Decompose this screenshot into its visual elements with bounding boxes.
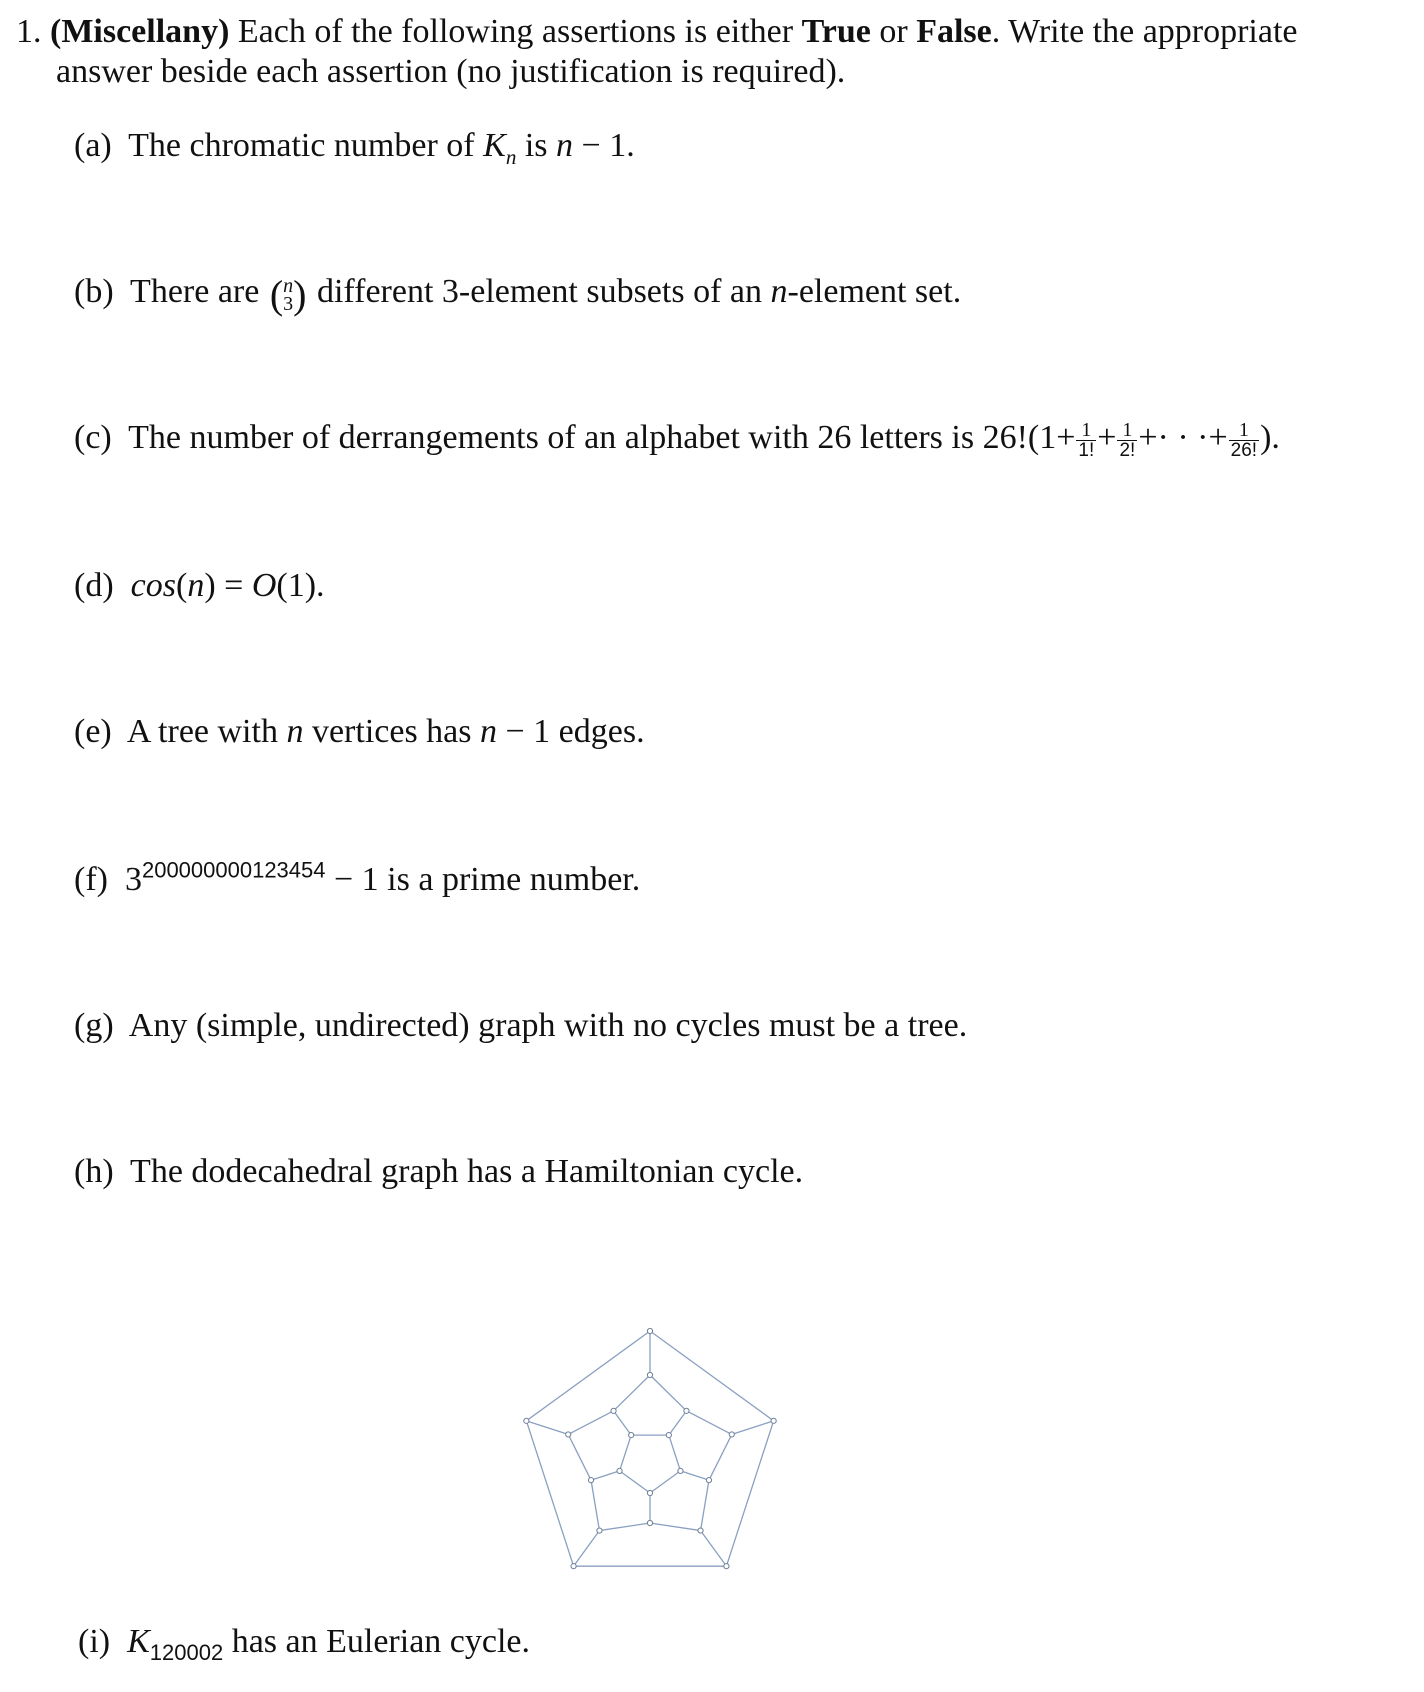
dodecahedral-graph-figure — [520, 1316, 780, 1586]
item-c — [74, 418, 1280, 461]
item-i — [78, 1622, 530, 1665]
graph-edge — [686, 1411, 731, 1435]
item-a — [74, 126, 635, 169]
item-text: The number of derrangements of an alphabet with 26 letters is 26!(1+ — [128, 419, 1076, 456]
graph-vertex — [647, 1372, 652, 1377]
math-var: K — [483, 127, 506, 164]
graph-vertex — [566, 1432, 571, 1437]
graph-vertex — [706, 1478, 711, 1483]
graph-edge — [650, 1471, 680, 1493]
graph-edge — [568, 1411, 613, 1435]
item-label: (g) — [74, 1007, 114, 1044]
or-word: or — [870, 13, 917, 50]
math-var: O — [251, 567, 277, 604]
intro-text-2: . Write the appropriate — [991, 13, 1298, 50]
item-text: ( — [175, 567, 188, 604]
graph-edge — [701, 1480, 709, 1530]
power-exponent: 200000000123454 — [141, 857, 326, 883]
graph-vertex — [771, 1418, 776, 1423]
item-text: different 3-element subsets of an — [308, 273, 771, 310]
item-text: +· · ·+ — [1138, 419, 1228, 456]
problem-header — [16, 12, 1298, 52]
item-text: (1). — [276, 567, 325, 604]
problem-number: 1. — [16, 13, 42, 50]
graph-edge — [591, 1471, 620, 1480]
graph-vertex — [617, 1468, 622, 1473]
graph-edge — [526, 1421, 573, 1566]
graph-vertex — [629, 1433, 634, 1438]
math-var: n — [286, 713, 304, 750]
graph-edge — [591, 1480, 599, 1530]
math-var: K — [127, 1623, 150, 1660]
graph-edge — [732, 1421, 774, 1435]
item-text: Any (simple, undirected) graph with no cycles must be a tree. — [128, 1007, 968, 1044]
item-label: (i) — [78, 1623, 111, 1660]
frac-den: 26! — [1230, 439, 1258, 461]
graph-edge — [614, 1411, 632, 1435]
item-label: (b) — [74, 273, 114, 310]
graph-edge — [614, 1375, 650, 1411]
graph-edge — [650, 1375, 686, 1411]
item-text: is — [516, 127, 557, 164]
frac-num: 1 — [1229, 420, 1259, 441]
item-label: (e) — [74, 713, 112, 750]
intro-text-1: Each of the following assertions is either — [229, 13, 802, 50]
item-e — [74, 712, 645, 752]
item-text: − 1 is a prime number. — [325, 861, 641, 898]
graph-vertex — [724, 1564, 729, 1569]
graph-edge — [709, 1434, 732, 1480]
item-text: − 1. — [573, 127, 635, 164]
item-text: vertices has — [303, 713, 480, 750]
math-func: cos — [130, 567, 176, 604]
math-var: n — [770, 273, 788, 310]
power-base: 3 — [124, 861, 142, 898]
item-label: (d) — [74, 567, 114, 604]
item-text: ) = — [204, 567, 252, 604]
graph-edge — [599, 1523, 650, 1531]
graph-edge — [650, 1523, 701, 1531]
item-d — [74, 566, 325, 606]
frac-num: 1 — [1117, 420, 1137, 441]
graph-edge — [726, 1421, 773, 1566]
graph-vertex — [597, 1528, 602, 1533]
graph-edge — [650, 1331, 774, 1421]
fraction — [1076, 420, 1096, 461]
graph-vertex — [571, 1564, 576, 1569]
binom-top: n — [283, 275, 294, 298]
item-b — [74, 272, 962, 318]
graph-edge — [669, 1435, 681, 1471]
item-label: (c) — [74, 419, 112, 456]
frac-den: 1! — [1078, 439, 1095, 461]
graph-vertex — [666, 1433, 671, 1438]
graph-vertex — [647, 1490, 652, 1495]
graph-vertex — [647, 1328, 652, 1333]
true-word: True — [801, 13, 871, 50]
graph-vertex — [729, 1432, 734, 1437]
graph-vertex — [684, 1408, 689, 1413]
fraction — [1229, 420, 1259, 461]
false-word: False — [916, 13, 992, 50]
item-f — [74, 857, 641, 900]
math-var: n — [556, 127, 574, 164]
item-text: + — [1097, 419, 1117, 456]
graph-edge — [680, 1471, 709, 1480]
item-text: has an Eulerian cycle. — [223, 1623, 530, 1660]
graph-vertex — [588, 1478, 593, 1483]
problem-title: (Miscellany) — [50, 13, 230, 50]
graph-edge — [526, 1331, 650, 1421]
binomial-coefficient: ( n 3 ) — [269, 272, 307, 318]
item-h — [74, 1152, 803, 1192]
item-label: (a) — [74, 127, 112, 164]
graph-edge — [620, 1471, 650, 1493]
item-text: -element set. — [787, 273, 962, 310]
item-text: The dodecahedral graph has a Hamiltonian cycle. — [130, 1153, 804, 1190]
graph-vertex — [611, 1408, 616, 1413]
graph-edge — [526, 1421, 568, 1435]
graph-vertex — [524, 1418, 529, 1423]
graph-edge — [574, 1531, 600, 1567]
graph-vertex — [678, 1468, 683, 1473]
item-g — [74, 1006, 967, 1046]
item-label: (f) — [74, 861, 108, 898]
binom-bottom: 3 — [283, 293, 294, 316]
item-label: (h) — [74, 1153, 114, 1190]
fraction — [1117, 420, 1137, 461]
math-subscript: n — [505, 144, 517, 169]
graph-edge — [701, 1531, 727, 1567]
graph-edge — [620, 1435, 632, 1471]
math-var: n — [187, 567, 205, 604]
frac-den: 2! — [1119, 439, 1136, 461]
math-subscript: 120002 — [149, 1639, 224, 1665]
item-text: − 1 edges. — [497, 713, 645, 750]
graph-edge — [669, 1411, 687, 1435]
item-text: The chromatic number of — [128, 127, 484, 164]
item-text: A tree with — [126, 713, 287, 750]
math-var: n — [480, 713, 497, 750]
graph-vertex — [698, 1528, 703, 1533]
item-text: ). — [1260, 419, 1280, 456]
frac-num: 1 — [1076, 420, 1096, 441]
item-text: There are — [130, 273, 268, 310]
problem-header-line2: answer beside each assertion (no justification is required). — [56, 53, 846, 90]
graph-vertex — [647, 1520, 652, 1525]
graph-edge — [568, 1434, 591, 1480]
